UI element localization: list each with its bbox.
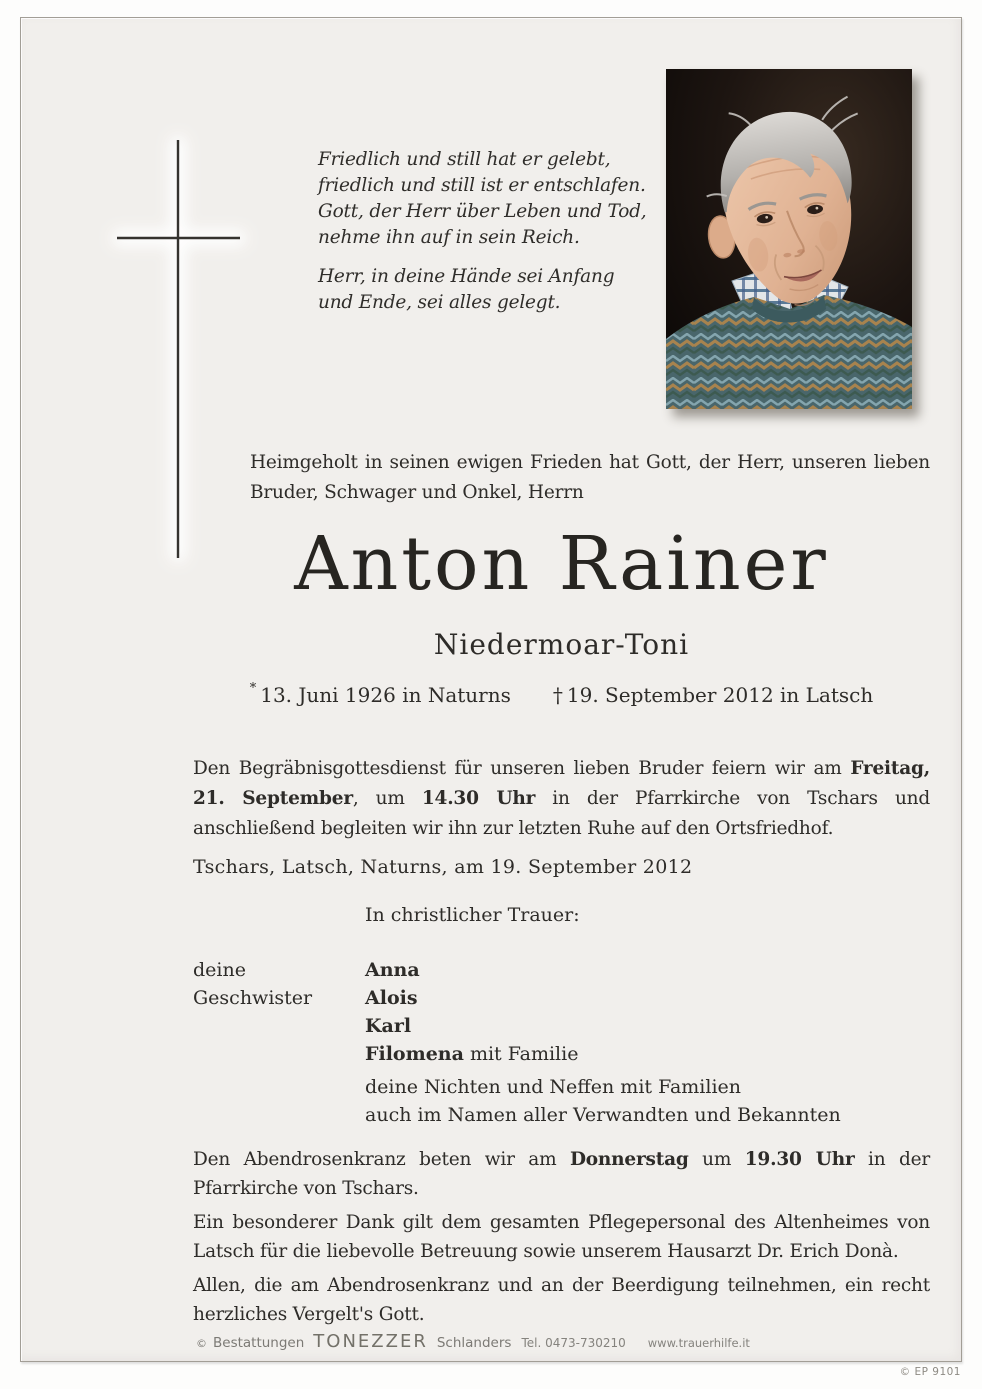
funeral-announcement: Den Begräbnisgottesdienst für unseren lieben Bruder feiern wir am Freitag, 21. September, um 14.30 Uhr in der Pfarrkirche von Tschars und anschließend begleiten wir ihn zur letzten Ruhe auf den Ortsfriedhof.	[193, 758, 931, 839]
mourners-line: auch im Namen aller Verwandten und Bekannten	[365, 1104, 841, 1126]
intro-paragraph: Heimgeholt in seinen ewigen Frieden hat Gott, der Herr, unseren lieben Bruder, Schwager und Onkel, Herrn	[250, 452, 930, 503]
funeral-day: Freitag, 21. September	[193, 758, 930, 809]
funeral-home-brand: TONEZZER	[313, 1331, 428, 1352]
sibling-name: Filomena mit Familie	[365, 1043, 579, 1065]
funeral-home-website: www.trauerhilfe.it	[647, 1336, 750, 1350]
verse-line: Gott, der Herr über Leben und Tod,	[318, 201, 647, 222]
mourning-list	[193, 956, 930, 1129]
thanks-paragraph: Ein besonderer Dank gilt dem gesamten Pflegepersonal des Altenheimes von Latsch für die liebevolle Betreuung sowie unserem Hausarzt Dr. Erich Donà.	[193, 1212, 930, 1262]
mourning-header: In christlicher Trauer:	[365, 904, 580, 926]
sibling-name: Karl	[365, 1015, 412, 1037]
verse-line: friedlich und still ist er entschlafen.	[318, 175, 646, 196]
deceased-portrait-photo	[666, 69, 912, 409]
verse-line: und Ende, sei alles gelegt.	[318, 292, 561, 313]
footer-label: Bestattungen	[213, 1335, 305, 1351]
funeral-time: 14.30 Uhr	[421, 788, 536, 809]
mourners-line: deine Nichten und Neffen mit Familien	[365, 1076, 742, 1098]
place-dateline: Tschars, Latsch, Naturns, am 19. September 2012	[193, 856, 693, 878]
sibling-name: Anna	[365, 959, 420, 981]
birth-date: * 13. Juni 1926 in Naturns	[249, 681, 511, 707]
birth-star-symbol: *	[249, 681, 257, 696]
death-date: † 19. September 2012 in Latsch	[552, 683, 874, 707]
relation-label: deine Geschwister	[193, 959, 313, 1009]
death-dagger-symbol: †	[552, 683, 563, 707]
footer-copyright-symbol: ©	[196, 1337, 207, 1350]
funeral-home-city: Schlanders	[436, 1335, 512, 1351]
rosary-announcement: Den Abendrosenkranz beten wir am Donnerstag um 19.30 Uhr in der Pfarrkirche von Tschars.	[193, 1149, 931, 1199]
deceased-name: Anton Rainer	[294, 521, 829, 607]
funeral-home-footer	[196, 1331, 750, 1352]
print-code: © EP 9101	[899, 1366, 961, 1378]
funeral-home-phone: Tel. 0473-730210	[521, 1336, 626, 1350]
sibling-name: Alois	[365, 987, 418, 1009]
gratitude-paragraph: Allen, die am Abendrosenkranz und an der Beerdigung teilnehmen, ein recht herzliches Vergelt's Gott.	[193, 1275, 930, 1325]
verse-line: nehme ihn auf in sein Reich.	[318, 227, 580, 248]
verse-line: Herr, in deine Hände sei Anfang	[318, 266, 615, 287]
rosary-time: 19.30 Uhr	[744, 1149, 855, 1170]
life-dates	[193, 682, 930, 708]
additional-notes	[193, 1146, 930, 1329]
verse-line: Friedlich und still hat er gelebt,	[318, 149, 611, 170]
main-text-column	[193, 448, 930, 1329]
deceased-nickname: Niedermoar-Toni	[433, 628, 690, 661]
opening-verse	[318, 147, 648, 316]
rosary-day: Donnerstag	[569, 1149, 689, 1170]
